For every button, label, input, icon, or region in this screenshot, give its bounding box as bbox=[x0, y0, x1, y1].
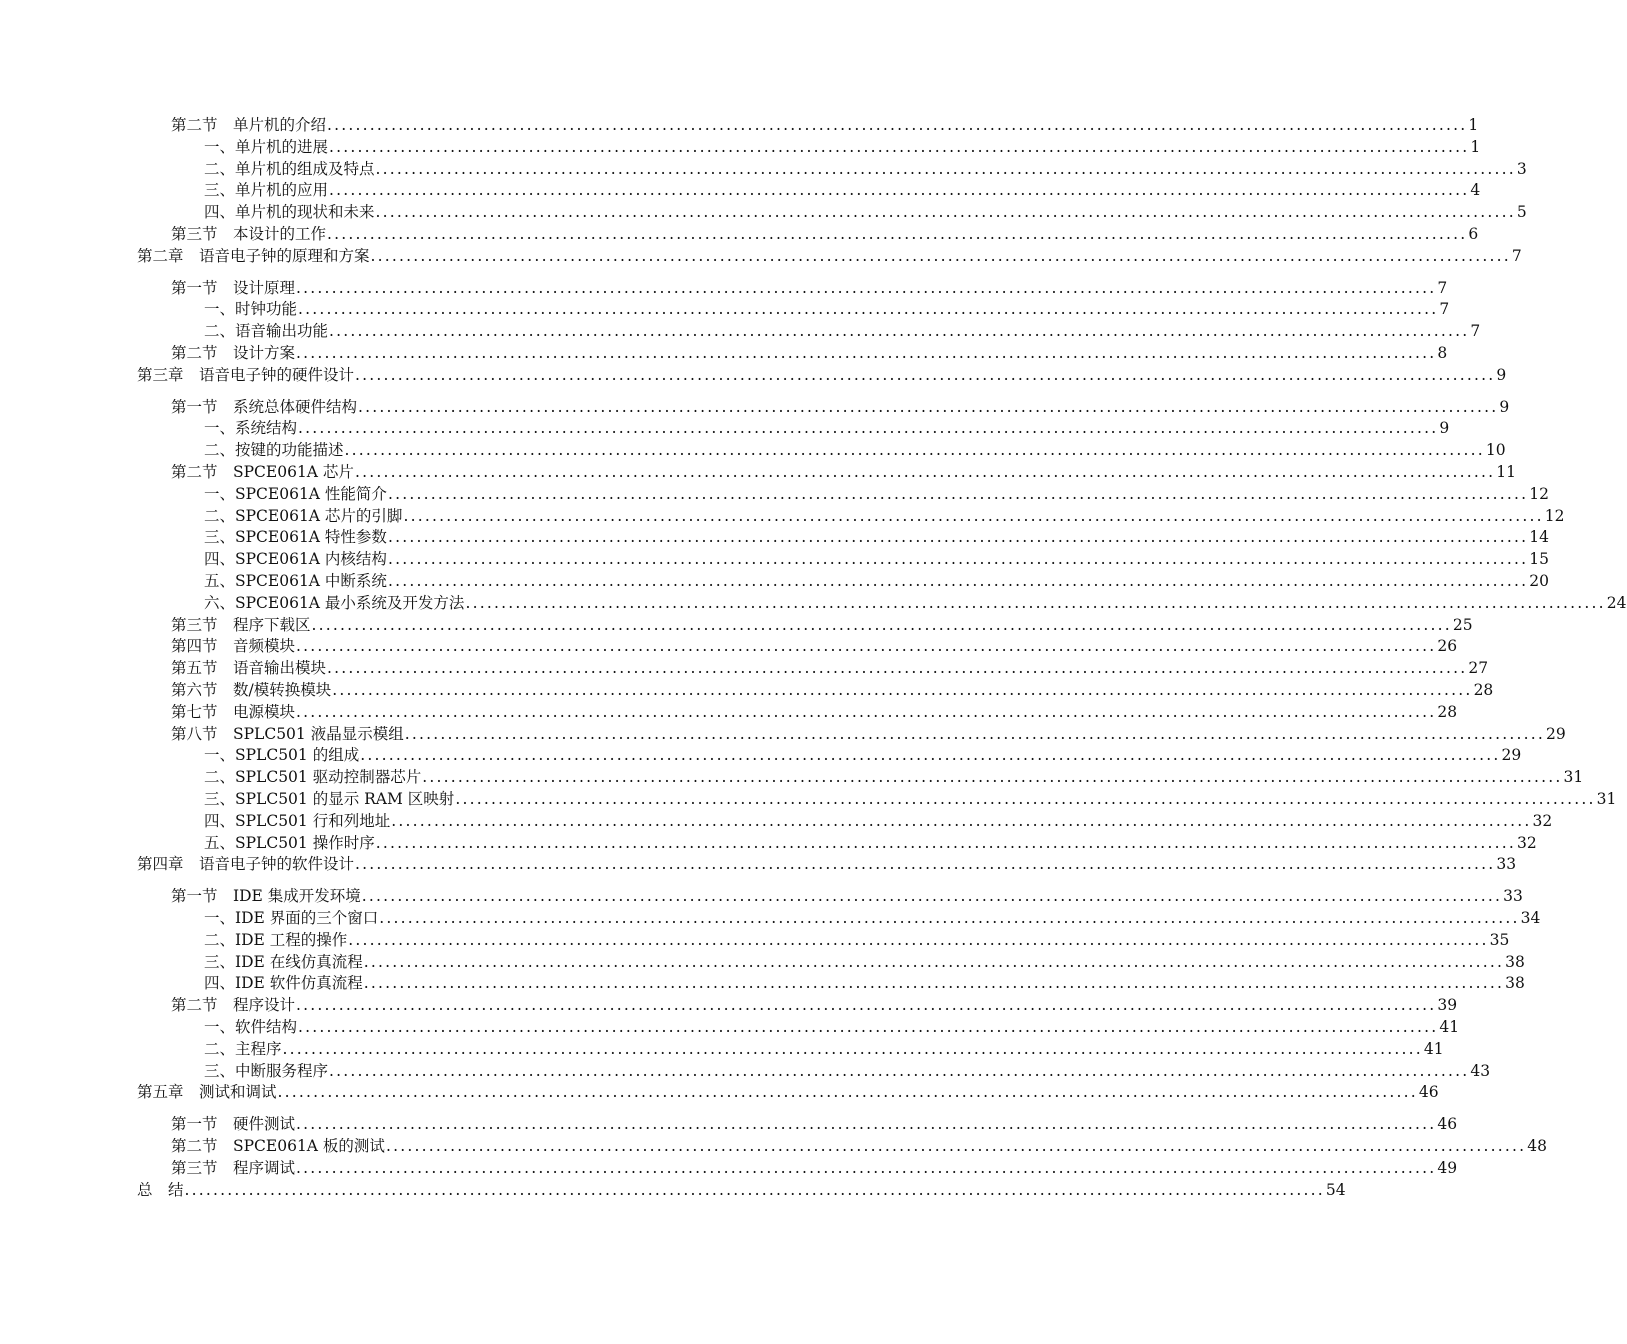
dot-leader: ................................................................................................................................................................ bbox=[296, 344, 1437, 362]
toc-entry-section[interactable] bbox=[171, 114, 1479, 136]
toc-page-number: 8 bbox=[1437, 344, 1448, 362]
toc-entry-item[interactable] bbox=[204, 907, 1541, 929]
dot-leader: ................................................................................................................................................................ bbox=[329, 137, 1470, 156]
toc-entry-title: 第五章 测试和调试 bbox=[137, 1083, 277, 1102]
dot-leader: ................................................................................................................................................................ bbox=[358, 397, 1499, 416]
toc-page-number: 29 bbox=[1546, 724, 1566, 743]
dot-leader: ................................................................................................................................................................ bbox=[361, 887, 1503, 906]
dot-leader: ................................................................................................................................................................ bbox=[465, 593, 1606, 612]
toc-page-number: 20 bbox=[1529, 572, 1549, 590]
toc-page-number: 7 bbox=[1437, 278, 1448, 297]
toc-page-number: 32 bbox=[1532, 811, 1553, 830]
dot-leader: ................................................................................................................................................................ bbox=[360, 746, 1501, 765]
toc-page-number: 15 bbox=[1529, 550, 1549, 569]
toc-entry-item[interactable] bbox=[204, 788, 1617, 810]
toc-entry-title: 一、单片机的进展 bbox=[204, 137, 329, 156]
dot-leader: ................................................................................................................................................................ bbox=[329, 322, 1470, 341]
toc-entry-section[interactable] bbox=[171, 277, 1448, 299]
toc-entry-title: 三、SPCE061A 特性参数 bbox=[204, 528, 387, 547]
toc-entry-title: 第七节 电源模块 bbox=[171, 702, 296, 721]
toc-page-number: 28 bbox=[1473, 681, 1494, 699]
toc-entry-title: 第三章 语音电子钟的硬件设计 bbox=[137, 365, 355, 384]
toc-entry-title: 一、时钟功能 bbox=[204, 300, 298, 319]
toc-page-number: 12 bbox=[1544, 506, 1565, 525]
toc-entry-title: 三、IDE 在线仿真流程 bbox=[204, 952, 363, 971]
toc-entry-item[interactable] bbox=[204, 483, 1549, 505]
toc-entry-section[interactable] bbox=[171, 635, 1458, 657]
dot-leader: ................................................................................................................................................................ bbox=[296, 637, 1437, 656]
toc-entry-item[interactable] bbox=[204, 439, 1506, 461]
toc-entry-item[interactable] bbox=[204, 972, 1525, 994]
toc-entry-chapter[interactable] bbox=[137, 1179, 1346, 1201]
toc-entry-item[interactable] bbox=[204, 1016, 1460, 1038]
toc-entry-title: 第一节 硬件测试 bbox=[171, 1115, 296, 1134]
dot-leader: ................................................................................................................................................................ bbox=[327, 659, 1468, 678]
toc-entry-title: 第五节 语音输出模块 bbox=[171, 659, 327, 678]
toc-page-number: 27 bbox=[1468, 659, 1489, 678]
dot-leader: ................................................................................................................................................................ bbox=[363, 952, 1505, 971]
toc-page-number: 14 bbox=[1529, 528, 1549, 547]
toc-page-number: 4 bbox=[1470, 181, 1481, 200]
toc-entry-section[interactable] bbox=[171, 994, 1458, 1016]
toc-page-number: 9 bbox=[1439, 419, 1450, 438]
toc-entry-item[interactable] bbox=[204, 526, 1549, 548]
toc-page-number: 46 bbox=[1437, 1115, 1458, 1134]
toc-page-number: 28 bbox=[1437, 702, 1458, 721]
toc-entry-item[interactable] bbox=[204, 417, 1450, 439]
toc-entry-title: 二、主程序 bbox=[204, 1039, 282, 1058]
toc-entry-item[interactable] bbox=[204, 744, 1522, 766]
dot-leader: ................................................................................................................................................................ bbox=[184, 1180, 1325, 1199]
toc-entry-item[interactable] bbox=[204, 201, 1527, 223]
dot-leader: ................................................................................................................................................................ bbox=[363, 974, 1505, 993]
dot-leader: ................................................................................................................................................................ bbox=[404, 724, 1546, 743]
toc-entry-title: 二、IDE 工程的操作 bbox=[204, 930, 348, 949]
toc-page-number: 48 bbox=[1527, 1137, 1547, 1155]
dot-leader: ................................................................................................................................................................ bbox=[379, 909, 1520, 927]
toc-entry-title: 第二节 设计方案 bbox=[171, 344, 296, 362]
toc-entry-title: 第三节 程序调试 bbox=[171, 1158, 296, 1177]
toc-entry-title: 第一节 设计原理 bbox=[171, 278, 296, 297]
toc-entry-title: 第一节 IDE 集成开发环境 bbox=[171, 887, 361, 906]
toc-entry-item[interactable] bbox=[204, 951, 1525, 973]
toc-page-number: 1 bbox=[1468, 116, 1479, 134]
toc-page-number: 41 bbox=[1439, 1018, 1460, 1036]
toc-entry-section[interactable] bbox=[171, 1157, 1458, 1179]
toc-page-number: 11 bbox=[1496, 463, 1516, 481]
dot-leader: ................................................................................................................................................................ bbox=[370, 246, 1511, 265]
dot-leader: ................................................................................................................................................................ bbox=[385, 1137, 1527, 1155]
toc-entry-title: 第三节 本设计的工作 bbox=[171, 225, 327, 243]
dot-leader: ................................................................................................................................................................ bbox=[455, 790, 1596, 808]
toc-entry-item[interactable] bbox=[204, 136, 1481, 158]
toc-entry-title: 第二节 程序设计 bbox=[171, 996, 296, 1015]
toc-page-number: 12 bbox=[1529, 484, 1549, 503]
toc-entry-title: 四、SPLC501 行和列地址 bbox=[204, 811, 391, 830]
toc-entry-section[interactable] bbox=[171, 614, 1473, 636]
toc-page-number: 10 bbox=[1485, 441, 1506, 460]
toc-entry-chapter[interactable] bbox=[137, 364, 1507, 386]
toc-entry-item[interactable] bbox=[204, 158, 1527, 180]
toc-page-number: 33 bbox=[1503, 887, 1523, 906]
toc-entry-item[interactable] bbox=[204, 592, 1627, 614]
toc-entry-chapter[interactable] bbox=[137, 245, 1522, 267]
toc-entry-title: 三、中断服务程序 bbox=[204, 1061, 329, 1080]
dot-leader: ................................................................................................................................................................ bbox=[298, 419, 1439, 438]
toc-page-number: 38 bbox=[1505, 974, 1525, 993]
toc-page-number: 54 bbox=[1325, 1180, 1346, 1199]
toc-entry-item[interactable] bbox=[204, 298, 1450, 320]
toc-entry-title: 第二节 SPCE061A 板的测试 bbox=[171, 1137, 385, 1155]
toc-entry-section[interactable] bbox=[171, 657, 1489, 679]
dot-leader: ................................................................................................................................................................ bbox=[387, 550, 1529, 569]
toc-entry-title: 五、SPCE061A 中断系统 bbox=[204, 572, 387, 590]
toc-page-number: 43 bbox=[1470, 1061, 1491, 1080]
toc-page-number: 9 bbox=[1496, 365, 1507, 384]
dot-leader: ................................................................................................................................................................ bbox=[375, 833, 1517, 852]
toc-entry-section[interactable] bbox=[171, 1135, 1547, 1157]
toc-entry-title: 第四节 音频模块 bbox=[171, 637, 296, 656]
toc-page-number: 25 bbox=[1452, 615, 1473, 634]
toc-entry-item[interactable] bbox=[204, 810, 1553, 832]
toc-entry-item[interactable] bbox=[204, 929, 1510, 951]
toc-entry-title: 第一节 系统总体硬件结构 bbox=[171, 397, 358, 416]
dot-leader: ................................................................................................................................................................ bbox=[329, 1061, 1470, 1080]
dot-leader: ................................................................................................................................................................ bbox=[296, 996, 1437, 1015]
toc-entry-section[interactable] bbox=[171, 342, 1448, 364]
dot-leader: ................................................................................................................................................................ bbox=[296, 1158, 1437, 1177]
toc-entry-title: 第二章 语音电子钟的原理和方案 bbox=[137, 246, 370, 265]
toc-entry-section[interactable] bbox=[171, 701, 1458, 723]
dot-leader: ................................................................................................................................................................ bbox=[375, 159, 1516, 178]
toc-entry-section[interactable] bbox=[171, 223, 1479, 245]
toc-page-number: 29 bbox=[1501, 746, 1522, 765]
dot-leader: ................................................................................................................................................................ bbox=[375, 203, 1516, 222]
toc-page-number: 7 bbox=[1439, 300, 1450, 319]
toc-entry-title: 第四章 语音电子钟的软件设计 bbox=[137, 855, 355, 874]
toc-page-number: 33 bbox=[1496, 855, 1517, 874]
toc-entry-title: 五、SPLC501 操作时序 bbox=[204, 833, 375, 852]
toc-entry-title: 第二节 单片机的介绍 bbox=[171, 116, 327, 134]
toc-entry-section[interactable] bbox=[171, 885, 1523, 907]
dot-leader: ................................................................................................................................................................ bbox=[391, 811, 1532, 830]
toc-page-number: 26 bbox=[1437, 637, 1458, 656]
toc-page-number: 31 bbox=[1563, 768, 1584, 787]
toc-page-number: 41 bbox=[1423, 1039, 1444, 1058]
toc-entry-title: 一、SPLC501 的组成 bbox=[204, 746, 360, 765]
toc-page-number: 9 bbox=[1499, 397, 1510, 416]
dot-leader: ................................................................................................................................................................ bbox=[403, 506, 1544, 525]
dot-leader: ................................................................................................................................................................ bbox=[355, 855, 1496, 874]
toc-entry-title: 四、单片机的现状和未来 bbox=[204, 203, 375, 222]
toc-page-number: 24 bbox=[1606, 593, 1627, 612]
dot-leader: ................................................................................................................................................................ bbox=[329, 181, 1470, 200]
dot-leader: ................................................................................................................................................................ bbox=[327, 225, 1468, 243]
toc-entry-title: 第六节 数/模转换模块 bbox=[171, 681, 332, 699]
toc-entry-item[interactable] bbox=[204, 548, 1549, 570]
toc-entry-item[interactable] bbox=[204, 570, 1549, 592]
dot-leader: ................................................................................................................................................................ bbox=[348, 930, 1489, 949]
dot-leader: ................................................................................................................................................................ bbox=[296, 702, 1437, 721]
dot-leader: ................................................................................................................................................................ bbox=[282, 1039, 1423, 1058]
toc-entry-item[interactable] bbox=[204, 1060, 1491, 1082]
dot-leader: ................................................................................................................................................................ bbox=[277, 1083, 1418, 1102]
toc-entry-item[interactable] bbox=[204, 766, 1584, 788]
toc-page-number: 32 bbox=[1517, 833, 1537, 852]
dot-leader: ................................................................................................................................................................ bbox=[422, 768, 1563, 787]
toc-entry-item[interactable] bbox=[204, 832, 1537, 854]
dot-leader: ................................................................................................................................................................ bbox=[296, 278, 1437, 297]
toc-entry-item[interactable] bbox=[204, 179, 1481, 201]
toc-entry-title: 一、SPCE061A 性能简介 bbox=[204, 484, 387, 503]
toc-entry-title: 一、系统结构 bbox=[204, 419, 298, 438]
toc-entry-title: 二、SPCE061A 芯片的引脚 bbox=[204, 506, 403, 525]
toc-entry-title: 二、按键的功能描述 bbox=[204, 441, 344, 460]
dot-leader: ................................................................................................................................................................ bbox=[327, 116, 1468, 134]
toc-page-number: 38 bbox=[1505, 952, 1525, 971]
toc-page-number: 35 bbox=[1489, 930, 1510, 949]
toc-entry-section[interactable] bbox=[171, 679, 1494, 701]
toc-entry-title: 总 结 bbox=[137, 1180, 184, 1199]
toc-page-number: 39 bbox=[1437, 996, 1458, 1015]
dot-leader: ................................................................................................................................................................ bbox=[355, 365, 1496, 384]
dot-leader: ................................................................................................................................................................ bbox=[311, 615, 1452, 634]
toc-entry-section[interactable] bbox=[171, 723, 1566, 745]
toc-entry-title: 第二节 SPCE061A 芯片 bbox=[171, 463, 354, 481]
toc-entry-section[interactable] bbox=[171, 461, 1516, 483]
toc-entry-title: 二、语音输出功能 bbox=[204, 322, 329, 341]
toc-page-number: 49 bbox=[1437, 1158, 1458, 1177]
toc-page-number: 34 bbox=[1520, 909, 1541, 927]
toc-page-number: 7 bbox=[1470, 322, 1481, 341]
toc-entry-title: 一、IDE 界面的三个窗口 bbox=[204, 909, 379, 927]
toc-entry-section[interactable] bbox=[171, 1113, 1458, 1135]
dot-leader: ................................................................................................................................................................ bbox=[298, 1018, 1439, 1036]
dot-leader: ................................................................................................................................................................ bbox=[354, 463, 1496, 481]
toc-entry-item[interactable] bbox=[204, 1038, 1444, 1060]
dot-leader: ................................................................................................................................................................ bbox=[387, 484, 1529, 503]
toc-entry-title: 三、单片机的应用 bbox=[204, 181, 329, 200]
toc-page-number: 7 bbox=[1511, 246, 1522, 265]
dot-leader: ................................................................................................................................................................ bbox=[344, 441, 1485, 460]
toc-entry-title: 三、SPLC501 的显示 RAM 区映射 bbox=[204, 790, 455, 808]
toc-entry-section[interactable] bbox=[171, 396, 1510, 418]
dot-leader: ................................................................................................................................................................ bbox=[387, 528, 1529, 547]
toc-page-number: 31 bbox=[1596, 790, 1617, 808]
toc-entry-title: 六、SPCE061A 最小系统及开发方法 bbox=[204, 593, 465, 612]
toc-page-number: 6 bbox=[1468, 225, 1479, 243]
toc-entry-title: 第八节 SPLC501 液晶显示模组 bbox=[171, 724, 404, 743]
dot-leader: ................................................................................................................................................................ bbox=[296, 1115, 1437, 1134]
toc-page-number: 5 bbox=[1516, 203, 1527, 222]
toc-entry-title: 第三节 程序下载区 bbox=[171, 615, 311, 634]
toc-entry-title: 二、单片机的组成及特点 bbox=[204, 159, 375, 178]
toc-page-number: 1 bbox=[1470, 137, 1481, 156]
toc-entry-chapter[interactable] bbox=[137, 1081, 1439, 1103]
toc-entry-title: 一、软件结构 bbox=[204, 1018, 298, 1036]
toc-entry-title: 二、SPLC501 驱动控制器芯片 bbox=[204, 768, 422, 787]
dot-leader: ................................................................................................................................................................ bbox=[332, 681, 1473, 699]
dot-leader: ................................................................................................................................................................ bbox=[387, 572, 1529, 590]
toc-entry-item[interactable] bbox=[204, 505, 1565, 527]
toc-entry-chapter[interactable] bbox=[137, 853, 1517, 875]
toc-page-number: 3 bbox=[1516, 159, 1527, 178]
toc-entry-title: 四、IDE 软件仿真流程 bbox=[204, 974, 363, 993]
dot-leader: ................................................................................................................................................................ bbox=[298, 300, 1439, 319]
toc-page-number: 46 bbox=[1418, 1083, 1439, 1102]
toc-entry-item[interactable] bbox=[204, 320, 1481, 342]
toc-entry-title: 四、SPCE061A 内核结构 bbox=[204, 550, 387, 569]
